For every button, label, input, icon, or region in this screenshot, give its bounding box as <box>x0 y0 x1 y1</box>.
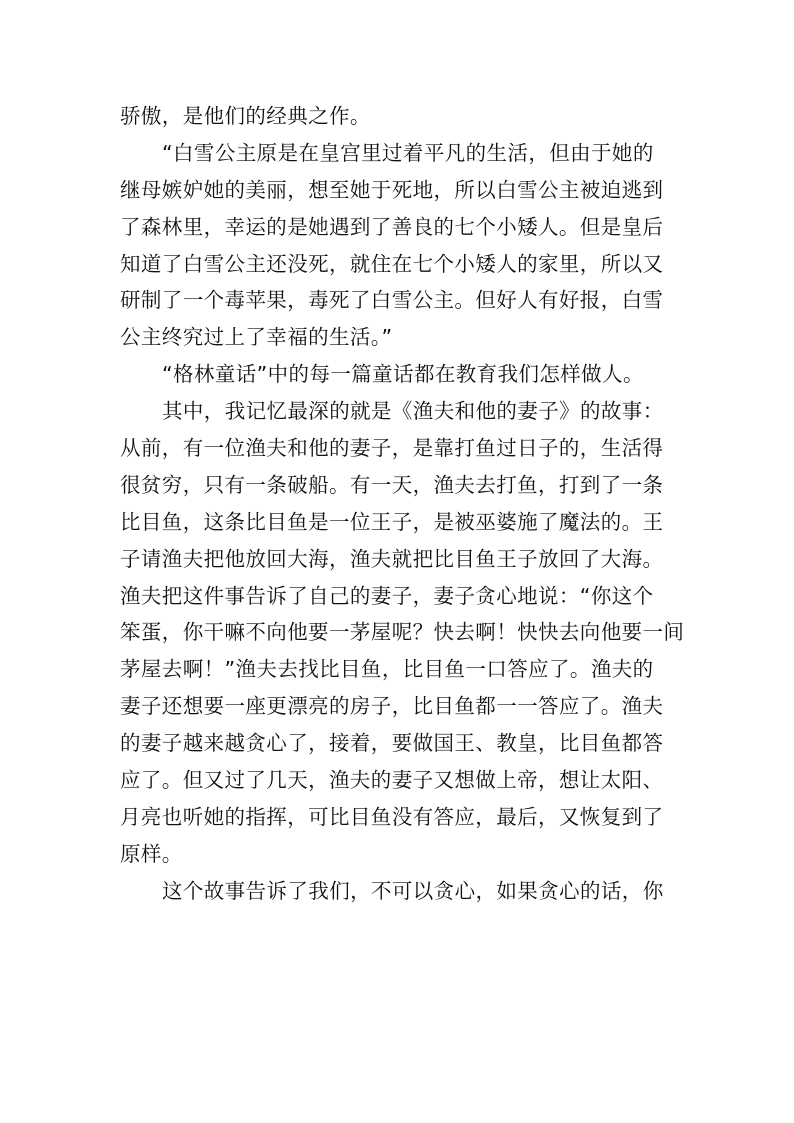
text-line: 应了。但又过了几天，渔夫的妻子又想做上帝，想让太阳、 <box>120 768 664 793</box>
text-line: 这个故事告诉了我们，不可以贪心，如果贪心的话，你 <box>162 878 664 903</box>
text-line: 茅屋去啊！”渔夫去找比目鱼，比目鱼一口答应了。渔夫的 <box>120 657 654 682</box>
text-line: 了森林里，幸运的是她遇到了善良的七个小矮人。但是皇后 <box>120 214 664 239</box>
body-text <box>120 98 685 910</box>
text-line: 公主终究过上了幸福的生活。” <box>120 325 393 350</box>
text-line: 研制了一个毒苹果，毒死了白雪公主。但好人有好报，白雪 <box>120 288 664 313</box>
text-line: 其中，我记忆最深的就是《渔夫和他的妻子》的故事： <box>162 399 664 424</box>
text-line: 骄傲，是他们的经典之作。 <box>120 104 371 128</box>
text-line: 的妻子越来越贪心了，接着，要做国王、教皇，比目鱼都答 <box>120 731 664 756</box>
text-line: 妻子还想要一座更漂亮的房子，比目鱼都一一答应了。渔夫 <box>120 694 664 719</box>
text-line: “白雪公主原是在皇宫里过着平凡的生活，但由于她的 <box>162 140 654 165</box>
text-line: 继母嫉妒她的美丽，想至她于死地，所以白雪公主被迫逃到 <box>120 177 664 202</box>
text-line: 从前，有一位渔夫和他的妻子，是靠打鱼过日子的，生活得 <box>120 436 664 461</box>
text-line: 比目鱼，这条比目鱼是一位王子，是被巫婆施了魔法的。王 <box>120 509 664 534</box>
text-line: 渔夫把这件事告诉了自己的妻子，妻子贪心地说：“你这个 <box>120 583 654 608</box>
text-line: 子请渔夫把他放回大海，渔夫就把比目鱼王子放回了大海。 <box>120 546 664 571</box>
text-line: 笨蛋，你干嘛不向他要一茅屋呢？快去啊！快快去向他要一间 <box>120 620 685 645</box>
text-line: 月亮也听她的指挥，可比目鱼没有答应，最后，又恢复到了 <box>120 804 664 829</box>
text-line: 原样。 <box>120 841 183 866</box>
text-line: 很贫穷，只有一条破船。有一天，渔夫去打鱼，打到了一条 <box>120 472 664 497</box>
text-line: “格林童话”中的每一篇童话都在教育我们怎样做人。 <box>162 362 644 387</box>
text-line: 知道了白雪公主还没死，就住在七个小矮人的家里，所以又 <box>120 251 664 276</box>
